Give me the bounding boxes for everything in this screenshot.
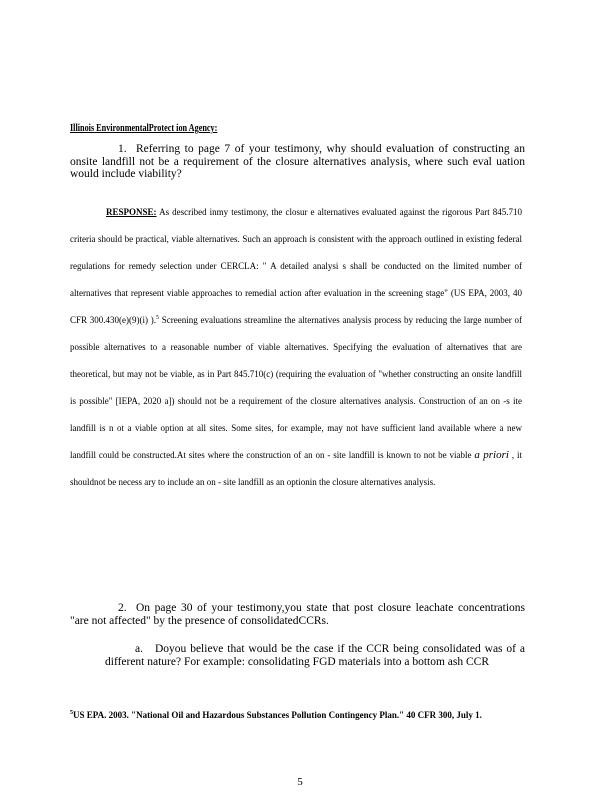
question-2 xyxy=(70,602,525,627)
footnote xyxy=(70,708,522,720)
question-1-text: Referring to page 7 of your testimony, why should evaluation of constructing an onsite landfill not be a requirement of the closure alternatives analysis, where such eval uation would include viability? xyxy=(70,143,525,180)
response-text-part2: Screening evaluations streamline the alternatives analysis process by reducing the large number of possible alternatives to a reasonable number of viable alternatives. Specifying the evaluation of alternatives that are theoretical, but may not be viable, as in Part 845.710(c) (requiring the evaluation of "whether constructing an onsite landfill is possible" [IEPA, 2020 a]) should not be a requirement of the closure alternatives analysis. Construction of an on -s ite landfill is n ot a viable option at all sites. Some sites, for example, may not have sufficient land available where a new landfill could be constructed.At sites where the construction of an on - site landfill is known to not be viable xyxy=(70,315,523,460)
response-text-part3: , it shouldnot be necess ary to include an on - site landfill as an optionin the closure alternatives analysis. xyxy=(70,450,522,487)
question-1 xyxy=(70,143,525,181)
footnote-text: US EPA. 2003. "National Oil and Hazardous Substances Pollution Contingency Plan." 40 CFR 300, July 1. xyxy=(73,710,482,720)
response-label: RESPONSE: xyxy=(106,207,157,217)
question-2-number: 2. xyxy=(118,602,127,614)
footnote-reference: 5 xyxy=(156,315,159,321)
question-2a-number: a. xyxy=(135,643,143,655)
agency-heading: Illinois EnvironmentalProtect ion Agency: xyxy=(70,123,218,134)
response-italic-term: a priori xyxy=(474,449,509,461)
question-1-number: 1. xyxy=(118,143,127,155)
question-2-text: On page 30 of your testimony,you state that post closure leachate concentrations "are not affected" by the presence of consolidatedCCRs. xyxy=(70,602,525,627)
response-text-part1: As described inmy testimony, the closur e alternatives evaluated against the rigorous Part 845.710 criteria should be practical, viable alternatives. Such an approach is consistent with the approach outlined in existing federal regulations for remedy selection under CERCLA: " A detailed analysi s shall be conducted on the limited number of alternatives that represent viable approaches to remedial action after evaluation in the screening stage" (US EPA, 2003, 40 CFR 300.430(e)(9)(i) ). xyxy=(70,207,523,325)
question-2a xyxy=(105,643,525,668)
response-paragraph xyxy=(70,199,522,496)
page-number: 5 xyxy=(297,776,303,788)
question-2a-text: Doyou believe that would be the case if the CCR being consolidated was of a different nature? For example: consolidating FGD materials into a bottom ash CCR xyxy=(105,643,525,668)
footnote-marker: 5 xyxy=(70,710,73,716)
